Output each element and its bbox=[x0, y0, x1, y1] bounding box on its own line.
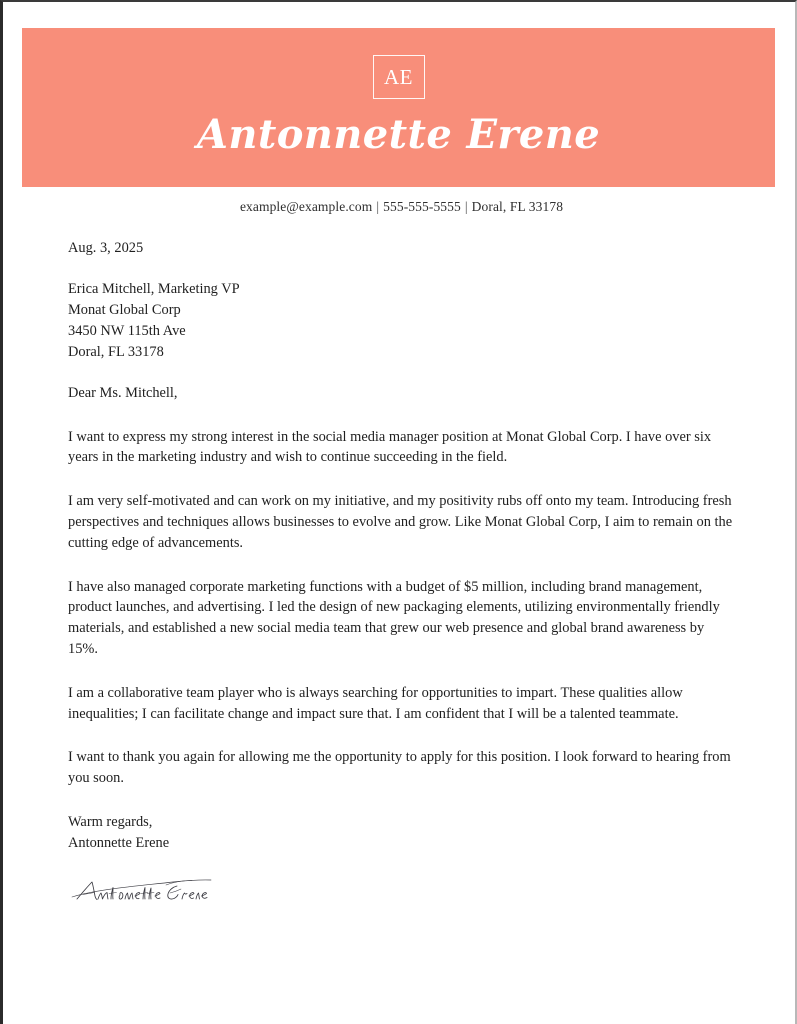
contact-email: example@example.com bbox=[239, 199, 373, 214]
recipient-line: Erica Mitchell, Marketing VP bbox=[68, 280, 240, 297]
recipient-line: Doral, FL 33178 bbox=[68, 343, 164, 360]
letter-date: Aug. 3, 2025 bbox=[68, 240, 144, 256]
contact-separator-1: | bbox=[376, 199, 380, 214]
closing-phrase: Warm regards, bbox=[68, 813, 153, 830]
recipient-line: 3450 NW 115th Ave bbox=[68, 322, 186, 339]
body-paragraph: I am very self-motivated and can work on my initiative, and my positivity rubs off onto my team. Introducing fresh perspectives and techniques allows businesses to evolve and grow. Like Monat Global Corp, I aim to remain on the cutting edge of advancements. bbox=[68, 493, 733, 551]
page-title: Antonnette Erene bbox=[196, 111, 601, 158]
contact-phone: 555-555-5555 bbox=[383, 199, 461, 214]
signature-image bbox=[68, 874, 228, 908]
body-paragraph: I have also managed corporate marketing functions with a budget of $5 million, including brand management, product launches, and advertising. I led the design of new packaging elements, utilizing environmentally friendly materials, and established a new social media team that grew our web presence and global brand awareness by 15%. bbox=[68, 578, 720, 657]
body-paragraph: I want to thank you again for allowing me the opportunity to apply for this position. I look forward to hearing from you soon. bbox=[68, 749, 731, 787]
contact-separator-2: | bbox=[464, 199, 468, 214]
monogram-box bbox=[373, 55, 425, 99]
contact-line bbox=[3, 199, 797, 215]
body-paragraph: I am a collaborative team player who is always searching for opportunities to impart. These qualities allow inequalities; I can facilitate change and impact sure that. I am confident that I will be a talented teammate. bbox=[68, 684, 683, 722]
closing-block bbox=[68, 812, 735, 854]
recipient-line: Monat Global Corp bbox=[68, 301, 181, 318]
monogram-initials: AE bbox=[384, 64, 413, 89]
header-banner bbox=[22, 28, 775, 187]
recipient-address-block bbox=[68, 279, 735, 363]
body-paragraph: I want to express my strong interest in the social media manager position at Monat Global Corp. I have over six years in the marketing industry and wish to continue succeeding in the field. bbox=[68, 428, 712, 466]
salutation: Dear Ms. Mitchell, bbox=[68, 384, 178, 401]
closing-name: Antonnette Erene bbox=[68, 834, 170, 851]
contact-location: Doral, FL 33178 bbox=[471, 199, 564, 214]
letter-body bbox=[68, 238, 735, 908]
